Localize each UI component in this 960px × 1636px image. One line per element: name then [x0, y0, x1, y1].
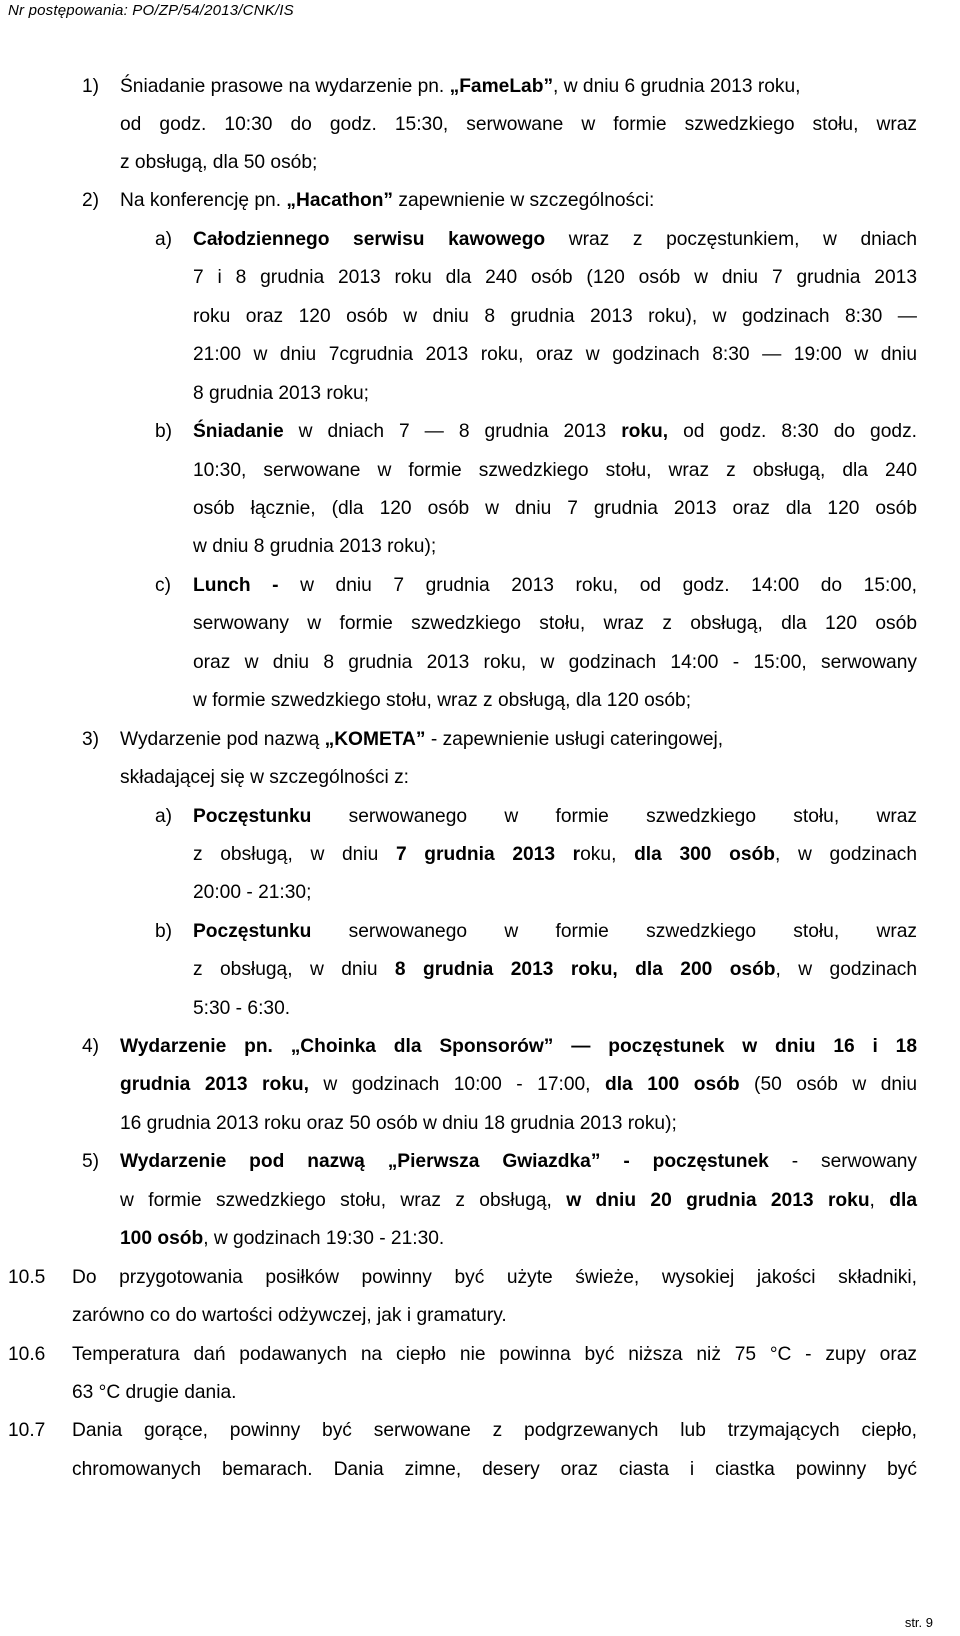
text-line — [120, 1073, 917, 1097]
text-line — [72, 1266, 917, 1290]
text-line — [120, 75, 801, 99]
text-line — [193, 305, 917, 329]
text-line — [193, 497, 917, 521]
text-run: w formie szwedzkiego stołu, wraz z obsługą, — [120, 1190, 567, 1211]
text-run: , w godzinach — [775, 959, 918, 980]
text-run: w formie szwedzkiego stołu, wraz z obsługą, dla 120 osób; — [193, 690, 692, 711]
bold-text: 100 osób — [120, 1228, 204, 1249]
text-run: w dniu 7 grudnia 2013 roku, od godz. 14:00 do 15:00, — [278, 575, 918, 596]
text-run: , w godzinach — [775, 844, 918, 865]
text-run: Temperatura dań podawanych na ciepło nie powinna być niższa niż 75 °C - zupy oraz — [72, 1344, 917, 1365]
text-line — [193, 920, 917, 944]
text-run: Na konferencję pn. — [120, 190, 287, 211]
text-line — [193, 843, 917, 867]
text-line — [193, 228, 917, 252]
text-run: 21:00 w dniu 7cgrudnia 2013 roku, oraz w godzinach 8:30 — 19:00 w dniu — [193, 344, 917, 365]
text-run: - serwowany — [768, 1151, 917, 1172]
text-run: Dania gorące, powinny być serwowane z podgrzewanych lub trzymających ciepło, — [72, 1420, 917, 1441]
text-run: w dniach 7 — 8 grudnia 2013 — [283, 421, 622, 442]
text-line — [193, 997, 290, 1021]
text-run: Wydarzenie pod nazwą — [120, 729, 325, 750]
text-line — [193, 805, 917, 829]
text-run: z obsługą, dla 50 osób; — [120, 152, 318, 173]
subitem-letter: a) — [155, 229, 173, 250]
page-header: Nr postępowania: PO/ZP/54/2013/CNK/IS — [8, 2, 294, 19]
text-line — [120, 1227, 444, 1251]
text-run: od godz. 10:30 do godz. 15:30, serwowane w formie szwedzkiego stołu, wraz — [120, 114, 917, 135]
text-run: wraz z poczęstunkiem, w dniach — [545, 229, 918, 250]
bold-text: Śniadanie — [193, 421, 284, 442]
item-number: 3) — [82, 729, 100, 750]
text-line — [193, 612, 917, 636]
subitem-letter: b) — [155, 921, 173, 942]
text-line — [193, 651, 917, 675]
page-number: str. 9 — [904, 1615, 933, 1630]
text-run: roku oraz 120 osób w dniu 8 grudnia 2013 roku), w godzinach 8:30 — — [193, 306, 917, 327]
text-line — [193, 535, 436, 559]
text-run: serwowanego w formie szwedzkiego stołu, wraz — [311, 806, 917, 827]
text-line — [120, 728, 723, 752]
bold-text: „Hacathon” — [286, 190, 394, 211]
text-run: serwowany w formie szwedzkiego stołu, wraz z obsługą, dla 120 osób — [193, 613, 917, 634]
bold-text: Poczęstunku — [193, 806, 312, 827]
text-line — [72, 1343, 917, 1367]
bold-text: 7 grudnia 2013 r — [395, 844, 581, 865]
text-run: , w dniu 6 grudnia 2013 roku, — [553, 76, 801, 97]
text-run: oraz w dniu 8 grudnia 2013 roku, w godzinach 14:00 - 15:00, serwowany — [193, 652, 917, 673]
bold-text: dla 300 osób — [634, 844, 775, 865]
text-run: 63 °C drugie dania. — [72, 1382, 237, 1403]
section-number: 10.7 — [8, 1420, 46, 1441]
text-line — [72, 1419, 917, 1443]
subitem-letter: b) — [155, 421, 173, 442]
text-run: 7 i 8 grudnia 2013 roku dla 240 osób (120 osób w dniu 7 grudnia 2013 — [193, 267, 917, 288]
text-run: od godz. 8:30 do godz. — [668, 421, 917, 442]
text-line — [120, 1035, 917, 1059]
text-run: osób łącznie, (dla 120 osób w dniu 7 grudnia 2013 oraz dla 120 osób — [193, 498, 917, 519]
bold-text: Poczęstunku — [193, 921, 312, 942]
text-line — [193, 958, 917, 982]
text-run: 20:00 - 21:30; — [193, 882, 312, 903]
bold-text: Lunch - — [193, 575, 279, 596]
text-line — [193, 689, 691, 713]
text-run: zarówno co do wartości odżywczej, jak i gramatury. — [72, 1305, 507, 1326]
text-run: 8 grudnia 2013 roku; — [193, 383, 370, 404]
item-number: 2) — [82, 190, 100, 211]
text-run: (50 osób w dniu — [739, 1074, 918, 1095]
text-run: składającej się w szczególności z: — [120, 767, 410, 788]
bold-text: „KOMETA” — [324, 729, 426, 750]
text-line — [72, 1304, 507, 1328]
section-number: 10.5 — [8, 1267, 46, 1288]
text-line — [120, 766, 409, 790]
text-run: w dniu 8 grudnia 2013 roku); — [193, 536, 437, 557]
bold-text: w dniu 20 grudnia 2013 roku — [566, 1190, 870, 1211]
text-run: chromowanych bemarach. Dania zimne, desery oraz ciasta i ciastka powinny być — [72, 1459, 917, 1480]
text-line — [193, 459, 917, 483]
bold-text: grudnia 2013 roku, — [120, 1074, 309, 1095]
text-line — [120, 113, 917, 137]
bold-text: „FameLab” — [449, 76, 554, 97]
text-line — [193, 343, 917, 367]
text-run: serwowanego w formie szwedzkiego stołu, wraz — [311, 921, 917, 942]
subitem-letter: c) — [155, 575, 171, 596]
text-run: oku, — [580, 844, 635, 865]
text-run: , w godzinach 19:30 - 21:30. — [203, 1228, 445, 1249]
text-line — [72, 1458, 917, 1482]
text-line — [120, 1112, 677, 1136]
item-number: 4) — [82, 1036, 100, 1057]
item-number: 5) — [82, 1151, 100, 1172]
text-run: 10:30, serwowane w formie szwedzkiego stołu, wraz z obsługą, dla 240 — [193, 460, 917, 481]
bold-text: Wydarzenie pod nazwą „Pierwsza Gwiazdka” - poczęstunek — [120, 1151, 769, 1172]
text-run: , — [869, 1190, 890, 1211]
text-line — [193, 382, 369, 406]
bold-text: Całodziennego serwisu kawowego — [193, 229, 546, 250]
text-run: z obsługą, w dniu — [193, 959, 395, 980]
bold-text: roku, — [621, 421, 669, 442]
text-line — [120, 189, 654, 213]
bold-text: 8 grudnia 2013 roku, dla 200 osób — [394, 959, 776, 980]
text-line — [193, 420, 917, 444]
text-run: 5:30 - 6:30. — [193, 998, 291, 1019]
text-line — [120, 151, 317, 175]
text-line — [120, 1189, 917, 1213]
bold-text: dla — [889, 1190, 917, 1211]
text-run: Śniadanie prasowe na wydarzenie pn. — [120, 76, 450, 97]
text-run: zapewnienie w szczególności: — [393, 190, 655, 211]
text-line — [193, 574, 917, 598]
item-number: 1) — [82, 76, 100, 97]
text-run: Do przygotowania posiłków powinny być użyte świeże, wysokiej jakości składniki, — [72, 1267, 917, 1288]
text-line — [72, 1381, 236, 1405]
text-line — [120, 1150, 917, 1174]
subitem-letter: a) — [155, 806, 173, 827]
bold-text: Wydarzenie pn. „Choinka dla Sponsorów” — poczęstunek w dniu 16 i 18 — [120, 1036, 917, 1057]
text-run: z obsługą, w dniu — [193, 844, 396, 865]
section-number: 10.6 — [8, 1344, 46, 1365]
text-line — [193, 881, 311, 905]
text-run: 16 grudnia 2013 roku oraz 50 osób w dniu 18 grudnia 2013 roku); — [120, 1113, 677, 1134]
text-run: - zapewnienie usługi cateringowej, — [425, 729, 724, 750]
text-run: w godzinach 10:00 - 17:00, — [308, 1074, 605, 1095]
bold-text: dla 100 osób — [605, 1074, 740, 1095]
text-line — [193, 266, 917, 290]
